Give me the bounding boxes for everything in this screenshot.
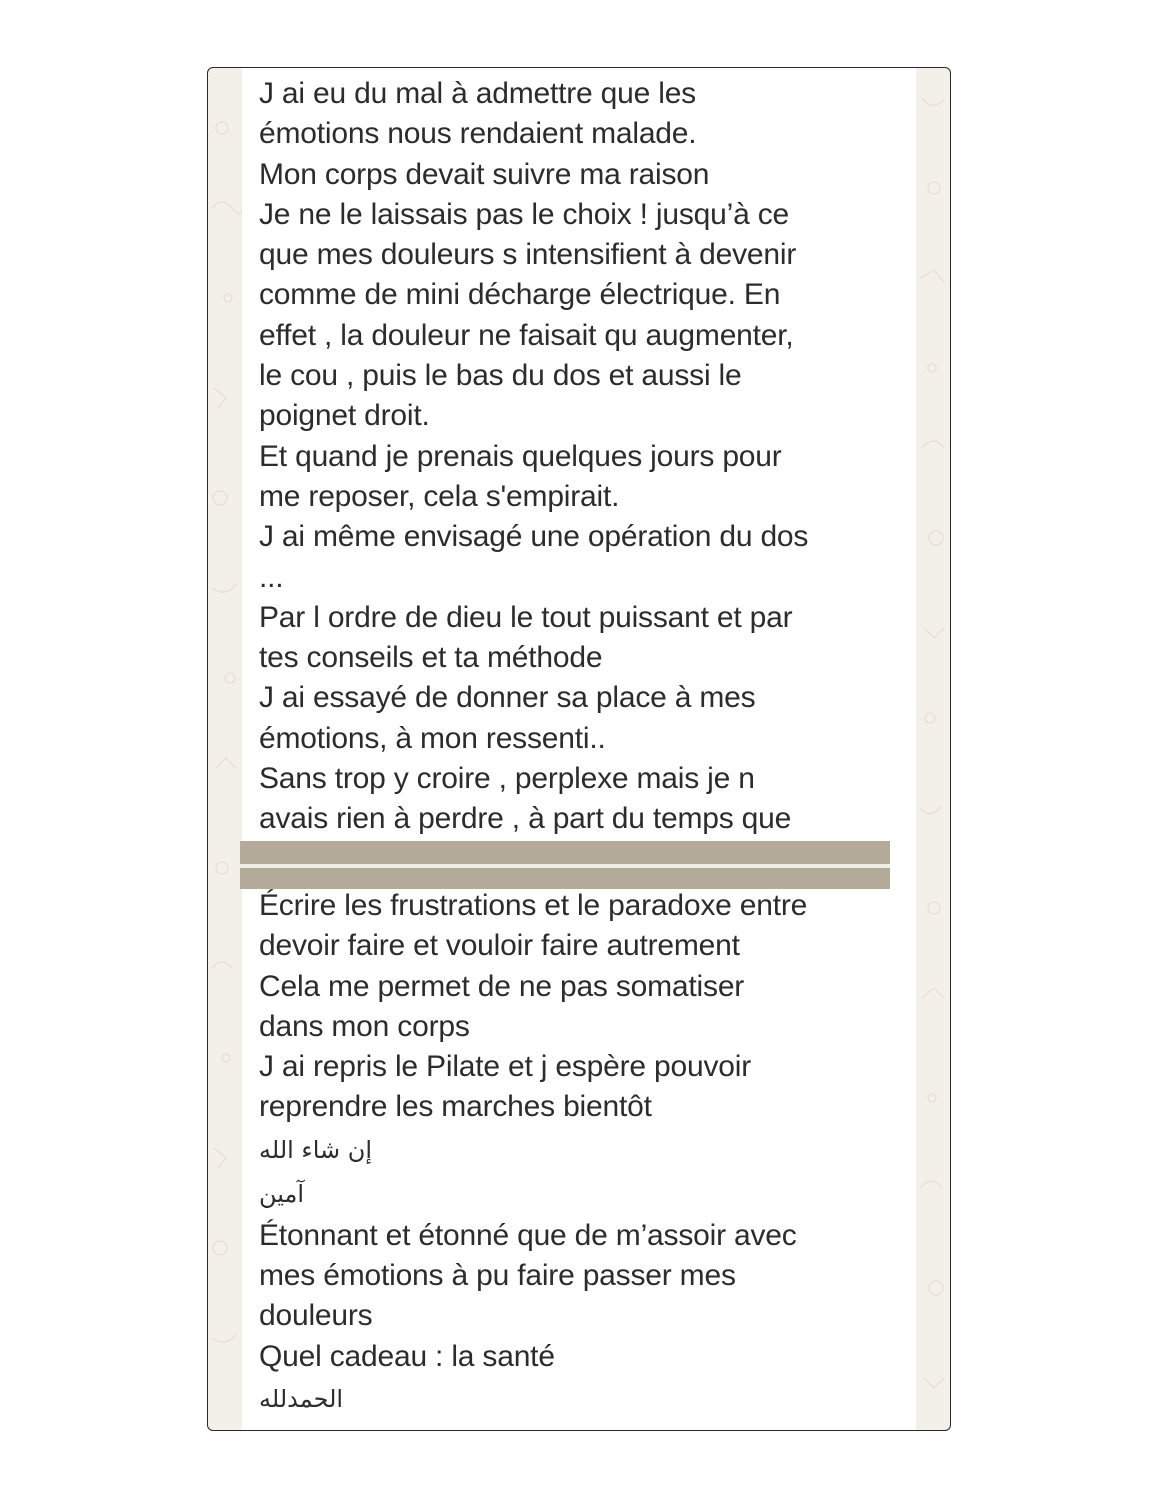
message-line: comme de mini décharge électrique. En bbox=[259, 278, 781, 312]
message-line: Par l ordre de dieu le tout puissant et par bbox=[259, 600, 793, 634]
message-line: émotions, à mon ressenti.. bbox=[259, 721, 606, 755]
message-line: reprendre les marches bientôt bbox=[259, 1090, 652, 1124]
message-line: le cou , puis le bas du dos et aussi le bbox=[259, 359, 742, 393]
message-text-bottom bbox=[259, 886, 899, 1421]
message-line: tes conseils et ta méthode bbox=[259, 641, 603, 675]
screenshot-frame bbox=[207, 67, 951, 1431]
message-line: Écrire les frustrations et le paradoxe entre bbox=[259, 889, 808, 922]
message-line: J ai essayé de donner sa place à mes bbox=[259, 681, 756, 715]
message-line: que mes douleurs s intensifient à devenir bbox=[259, 238, 797, 272]
arabic-text: إن شاء الله bbox=[259, 1135, 373, 1164]
message-line: émotions nous rendaient malade. bbox=[259, 117, 697, 151]
message-text-top bbox=[259, 74, 899, 840]
chat-wallpaper-right bbox=[916, 68, 950, 1431]
message-line: mes émotions à pu faire passer mes bbox=[259, 1259, 736, 1293]
arabic-line bbox=[259, 1128, 899, 1172]
chat-wallpaper-left bbox=[208, 68, 242, 1431]
message-line: devoir faire et vouloir faire autrement bbox=[259, 929, 740, 963]
message-line: douleurs bbox=[259, 1299, 373, 1333]
message-line: effet , la douleur ne faisait qu augmenter, bbox=[259, 318, 794, 352]
message-line: J ai même envisagé une opération du dos bbox=[259, 520, 809, 554]
message-line: Sans trop y croire , perplexe mais je n bbox=[259, 762, 755, 796]
arabic-line bbox=[259, 1172, 899, 1216]
message-line: Mon corps devait suivre ma raison bbox=[259, 157, 710, 191]
arabic-text: الحمدلله bbox=[259, 1384, 344, 1413]
message-line: me reposer, cela s'empirait. bbox=[259, 479, 620, 513]
message-line: dans mon corps bbox=[259, 1009, 470, 1043]
message-line: Cela me permet de ne pas somatiser bbox=[259, 969, 745, 1003]
message-line: Étonnant et étonné que de m’assoir avec bbox=[259, 1218, 797, 1252]
message-line: ... bbox=[259, 560, 284, 594]
message-line: avais rien à perdre , à part du temps que bbox=[259, 802, 792, 836]
message-line: J ai eu du mal à admettre que les bbox=[259, 77, 696, 110]
message-line: J ai repris le Pilate et j espère pouvoir bbox=[259, 1050, 752, 1084]
arabic-text: آمين bbox=[259, 1179, 305, 1208]
message-line: Et quand je prenais quelques jours pour bbox=[259, 439, 782, 473]
message-line: Quel cadeau : la santé bbox=[259, 1339, 555, 1373]
redaction-bar bbox=[240, 841, 890, 864]
message-line: Je ne le laissais pas le choix ! jusqu’à ce bbox=[259, 197, 790, 231]
message-line: poignet droit. bbox=[259, 399, 430, 433]
arabic-line bbox=[259, 1377, 899, 1421]
